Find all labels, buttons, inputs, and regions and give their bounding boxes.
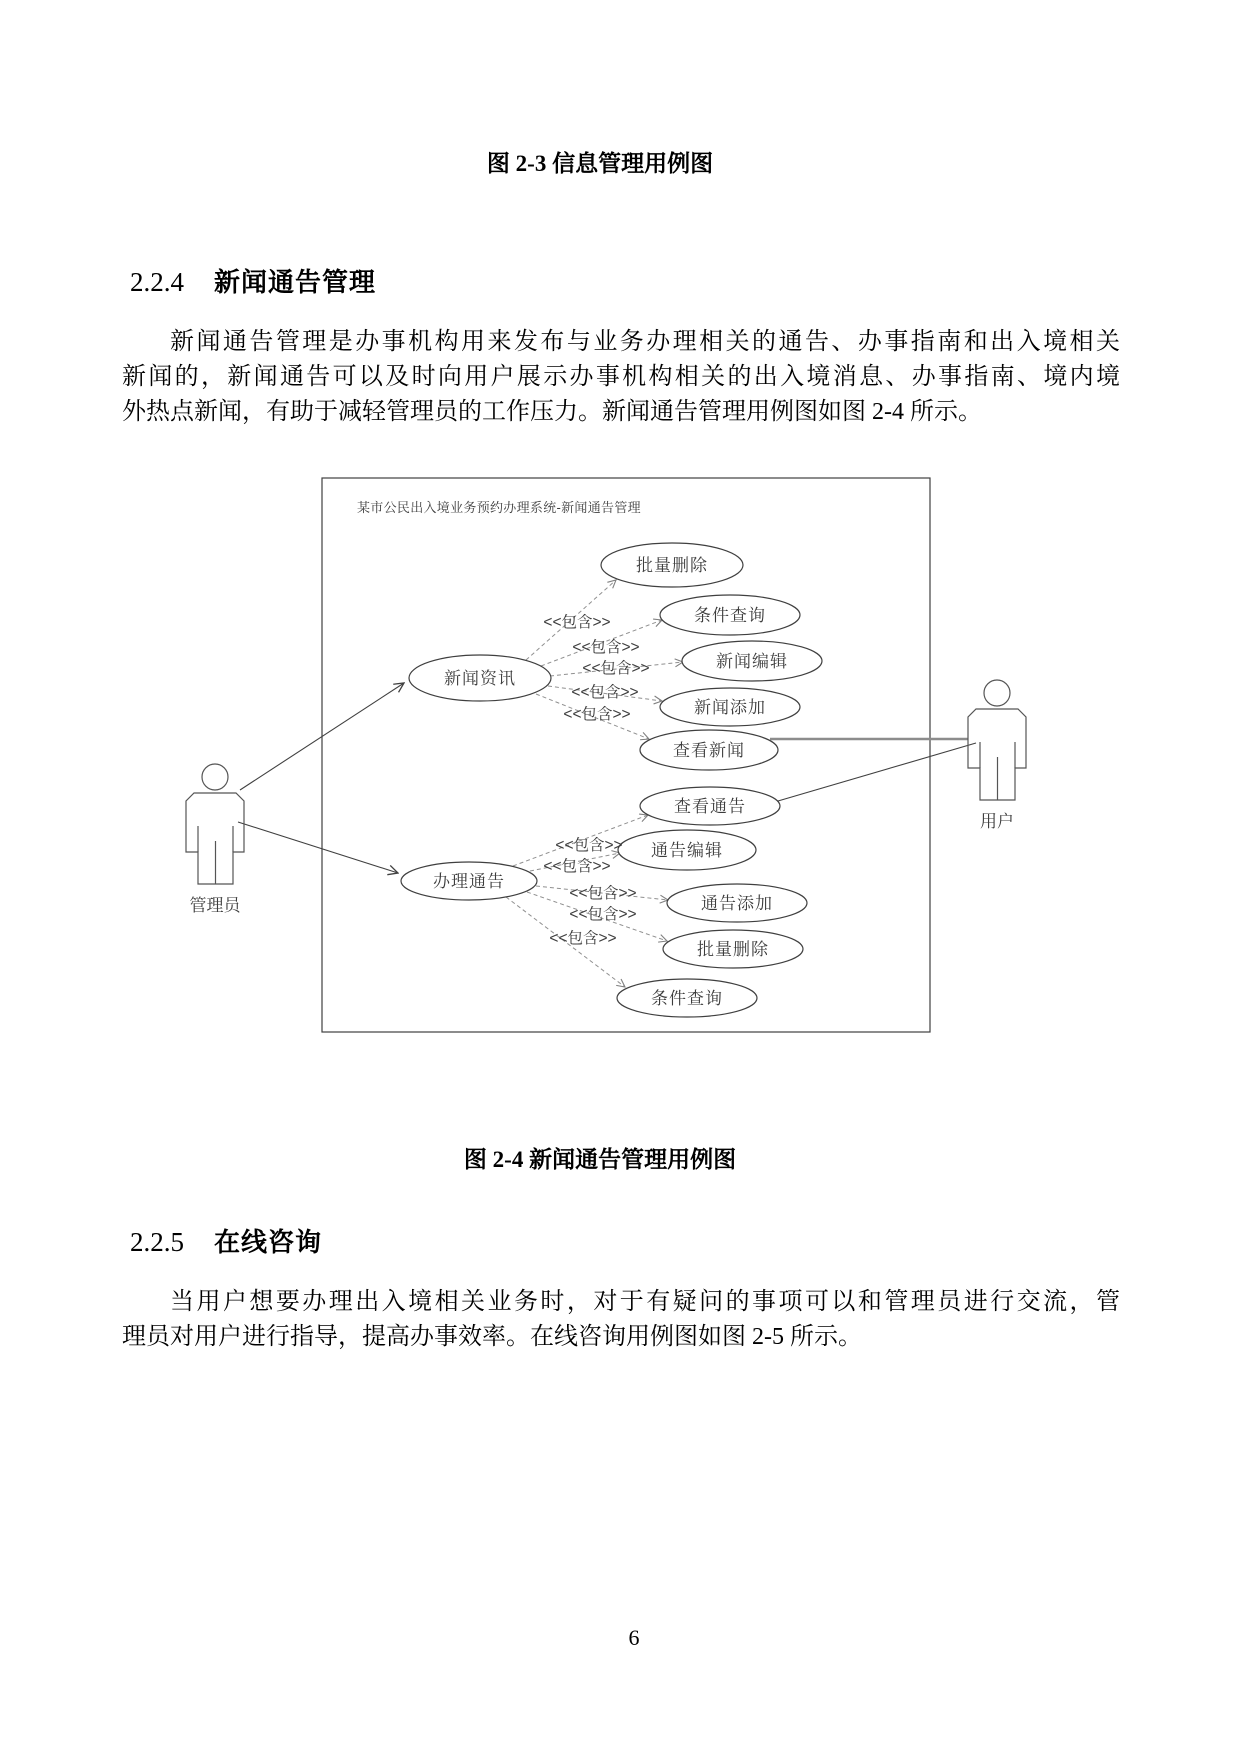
usecase-news-batch-delete	[601, 543, 743, 587]
actor-user	[968, 680, 1026, 831]
include-label: <<包含>>	[572, 639, 640, 656]
paragraph-line: 理员对用户进行指导，提高办事效率。在线咨询用例图如图 2-5 所示。	[122, 1324, 862, 1350]
actor-user-head	[984, 680, 1010, 706]
include-label: <<包含>>	[569, 885, 637, 902]
section-heading-225	[130, 1222, 322, 1259]
paragraph-225	[122, 1285, 1120, 1355]
usecase-news-edit	[682, 641, 822, 681]
page-number: 6	[628, 1625, 640, 1650]
paragraph-line: 当用户想要办理出入境相关业务时，对于有疑问的事项可以和管理员进行交流，管	[170, 1289, 1120, 1315]
actor-admin-label: 管理员	[189, 896, 241, 915]
include-label: <<包含>>	[543, 858, 611, 875]
svg-text:办理通告: 办理通告	[433, 872, 505, 891]
usecase-notice-manage	[401, 862, 537, 900]
include-label: <<包含>>	[563, 706, 631, 723]
usecase-notice-view	[640, 787, 780, 825]
svg-text:条件查询: 条件查询	[651, 989, 723, 1008]
actor-admin	[186, 764, 244, 915]
svg-text:查看通告: 查看通告	[674, 797, 746, 816]
system-boundary-title: 某市公民出入境业务预约办理系统-新闻通告管理	[357, 500, 641, 515]
usecase-notice-edit	[618, 830, 756, 870]
usecase-news-cond-query	[660, 595, 800, 635]
section-number: 2.2.5	[130, 1227, 184, 1257]
paragraph-line: 新闻的，新闻通告可以及时向用户展示办事机构相关的出入境消息、办事指南、境内境	[122, 364, 1120, 390]
svg-text:条件查询: 条件查询	[694, 606, 766, 625]
svg-text:通告添加: 通告添加	[701, 894, 773, 913]
actor-admin-head	[202, 764, 228, 790]
usecase-notice-cond-query	[617, 979, 757, 1017]
figure-caption-2-4: 图 2-4 新闻通告管理用例图	[463, 1147, 737, 1172]
svg-text:批量删除: 批量删除	[697, 940, 769, 959]
svg-text:查看新闻: 查看新闻	[673, 741, 745, 760]
svg-text:新闻资讯: 新闻资讯	[444, 669, 516, 688]
include-label: <<包含>>	[543, 614, 611, 631]
svg-text:新闻编辑: 新闻编辑	[716, 652, 788, 671]
usecase-news-add	[660, 688, 800, 726]
actor-user-label: 用户	[980, 812, 1014, 831]
include-label: <<包含>>	[582, 660, 650, 677]
section-title: 在线咨询	[214, 1227, 323, 1257]
svg-text:通告编辑: 通告编辑	[651, 841, 723, 860]
paragraph-line: 新闻通告管理是办事机构用来发布与业务办理相关的通告、办事指南和出入境相关	[170, 329, 1120, 355]
usecase-news-view	[640, 730, 778, 770]
include-label: <<包含>>	[555, 837, 623, 854]
include-label: <<包含>>	[569, 906, 637, 923]
section-title: 新闻通告管理	[214, 267, 377, 297]
assoc-admin-notice	[238, 822, 398, 873]
include-label: <<包含>>	[571, 684, 639, 701]
usecase-notice-batch-delete	[663, 930, 803, 968]
section-number: 2.2.4	[130, 267, 184, 297]
figure-caption-2-3: 图 2-3 信息管理用例图	[486, 151, 714, 176]
svg-text:批量删除: 批量删除	[636, 556, 708, 575]
usecase-notice-add	[667, 884, 807, 922]
usecase-news	[409, 655, 551, 701]
include-label: <<包含>>	[549, 930, 617, 947]
paragraph-line: 外热点新闻，有助于减轻管理员的工作压力。新闻通告管理用例图如图 2-4 所示。	[122, 399, 982, 425]
svg-text:新闻添加: 新闻添加	[694, 698, 766, 717]
assoc-user-view-notice	[778, 743, 976, 801]
